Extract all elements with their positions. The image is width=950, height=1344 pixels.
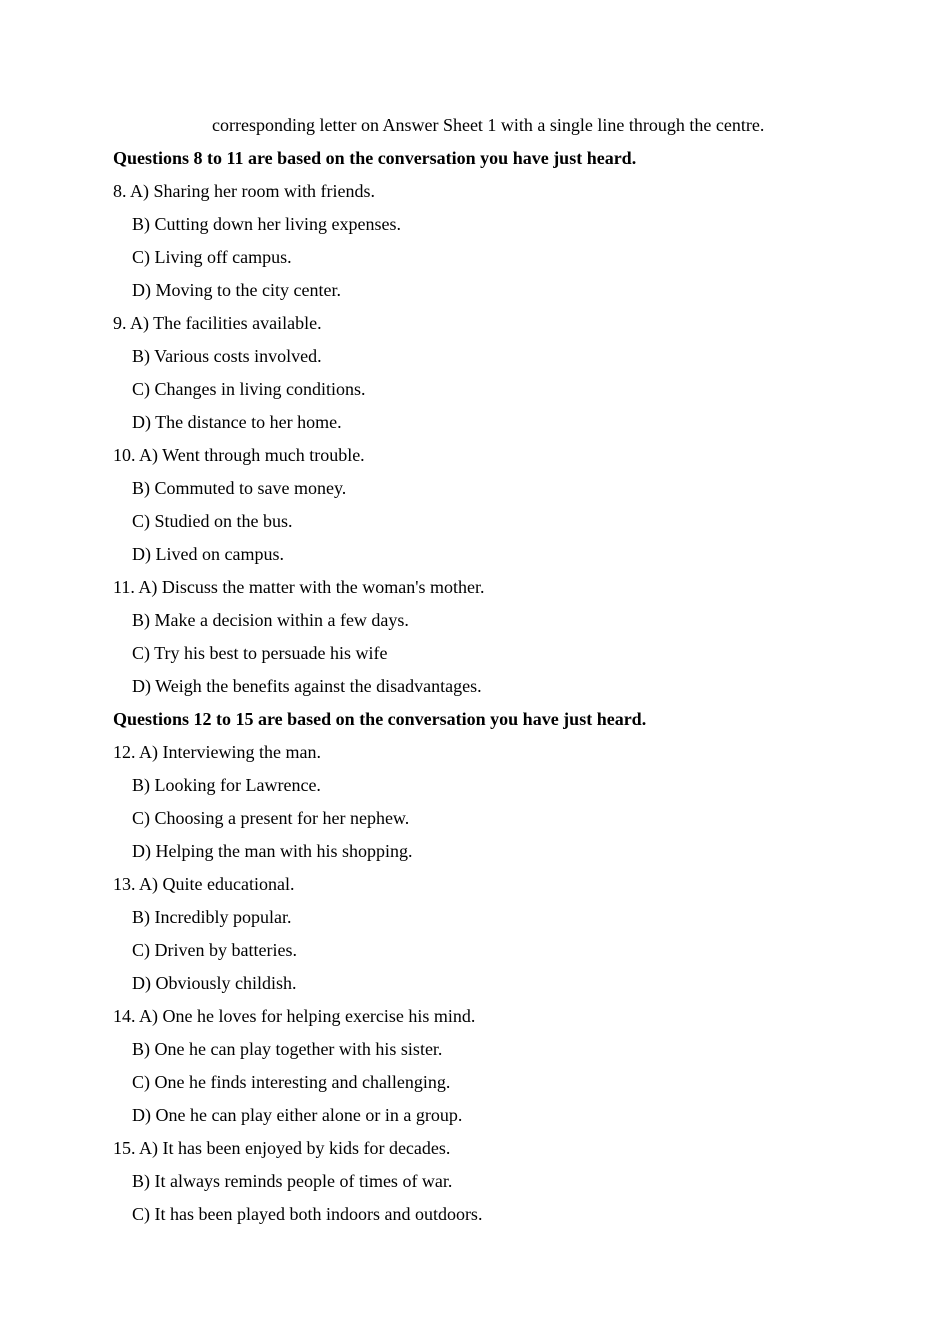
question-9-option-c: C) Changes in living conditions.	[132, 379, 366, 399]
question-8-option-b: B) Cutting down her living expenses.	[132, 214, 401, 234]
question-13-option-c: C) Driven by batteries.	[132, 940, 297, 960]
question-10-option-c: C) Studied on the bus.	[132, 511, 293, 531]
intro-text: corresponding letter on Answer Sheet 1 with a single line through the centre.	[212, 115, 765, 135]
question-8-option-c: C) Living off campus.	[132, 247, 292, 267]
document-page	[0, 112, 950, 1234]
question-9-option-d: D) The distance to her home.	[132, 412, 342, 432]
question-10-option-a: 10. A) Went through much trouble.	[113, 445, 365, 465]
question-14-option-c: C) One he finds interesting and challenging.	[132, 1072, 451, 1092]
question-11-option-c: C) Try his best to persuade his wife	[132, 643, 388, 663]
question-11-option-d: D) Weigh the benefits against the disadvantages.	[132, 676, 482, 696]
question-11-option-b: B) Make a decision within a few days.	[132, 610, 409, 630]
question-12-option-c: C) Choosing a present for her nephew.	[132, 808, 410, 828]
question-11-option-a: 11. A) Discuss the matter with the woman's mother.	[113, 577, 485, 597]
question-10-option-d: D) Lived on campus.	[132, 544, 284, 564]
question-12-option-a: 12. A) Interviewing the man.	[113, 742, 321, 762]
question-13-option-b: B) Incredibly popular.	[132, 907, 292, 927]
question-15-option-a: 15. A) It has been enjoyed by kids for decades.	[113, 1138, 451, 1158]
question-13-option-d: D) Obviously childish.	[132, 973, 297, 993]
question-8-option-d: D) Moving to the city center.	[132, 280, 341, 300]
question-9-option-b: B) Various costs involved.	[132, 346, 322, 366]
question-12-option-b: B) Looking for Lawrence.	[132, 775, 321, 795]
question-14-option-d: D) One he can play either alone or in a group.	[132, 1105, 463, 1125]
section-heading: Questions 8 to 11 are based on the conversation you have just heard.	[113, 148, 637, 168]
question-14-option-b: B) One he can play together with his sister.	[132, 1039, 443, 1059]
question-12-option-d: D) Helping the man with his shopping.	[132, 841, 413, 861]
question-15-option-c: C) It has been played both indoors and outdoors.	[132, 1204, 483, 1224]
section-heading: Questions 12 to 15 are based on the conversation you have just heard.	[113, 709, 647, 729]
question-8-option-a: 8. A) Sharing her room with friends.	[113, 181, 375, 201]
question-9-option-a: 9. A) The facilities available.	[113, 313, 322, 333]
question-10-option-b: B) Commuted to save money.	[132, 478, 347, 498]
question-15-option-b: B) It always reminds people of times of war.	[132, 1171, 453, 1191]
question-14-option-a: 14. A) One he loves for helping exercise his mind.	[113, 1006, 476, 1026]
question-13-option-a: 13. A) Quite educational.	[113, 874, 295, 894]
